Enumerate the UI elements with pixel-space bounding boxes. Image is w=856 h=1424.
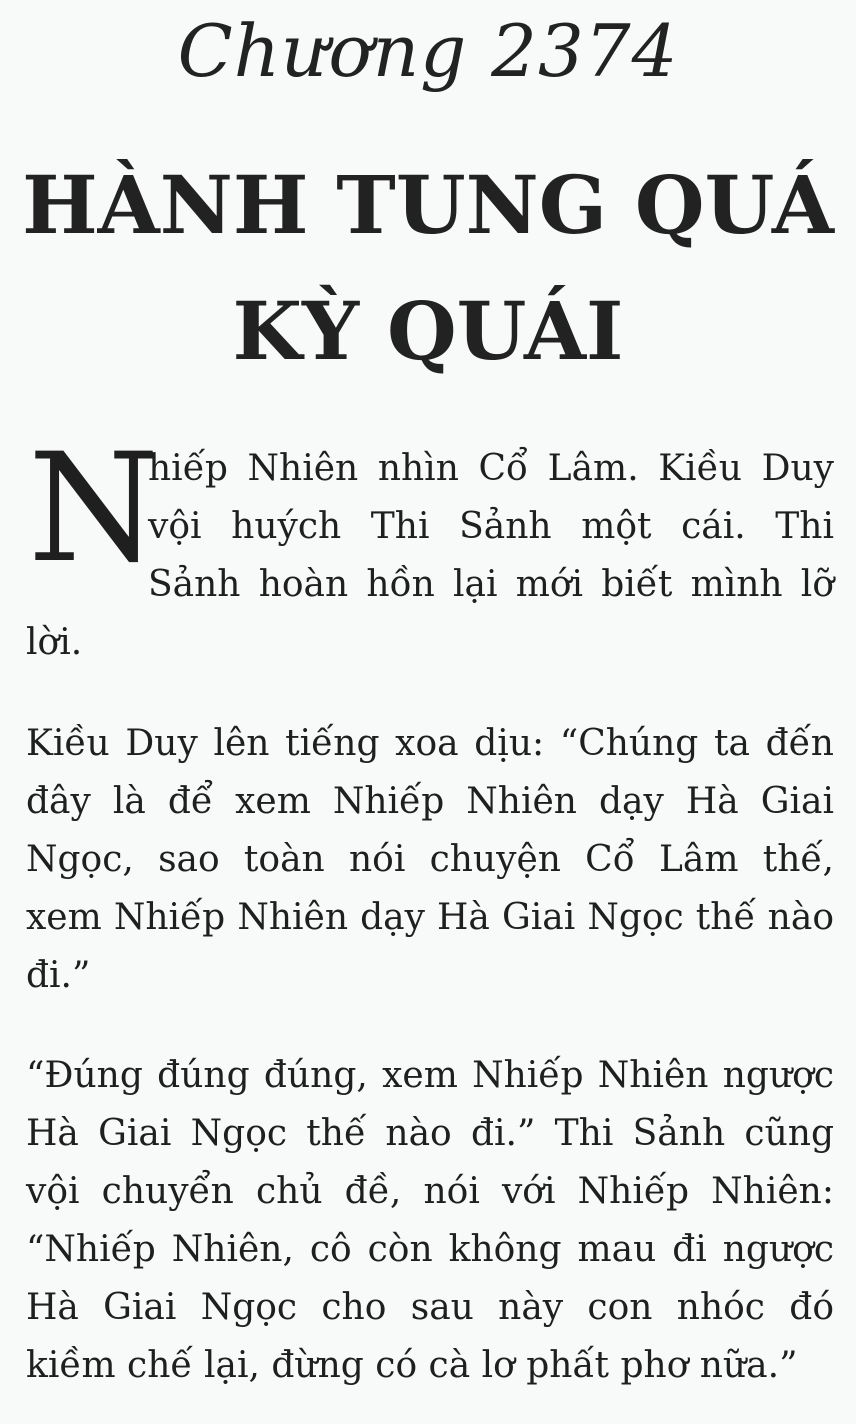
paragraph-line: vội huých Thi Sảnh một cái. Thi	[148, 506, 834, 547]
paragraph-line: Sảnh hoàn hồn lại mới biết mình lỡ	[148, 564, 834, 605]
paragraph-line: vội chuyển chủ đề, nói với Nhiếp Nhiên:	[26, 1171, 834, 1212]
paragraph-line: hiếp Nhiên nhìn Cổ Lâm. Kiều Duy	[148, 448, 834, 489]
paragraph	[26, 715, 834, 1005]
paragraph-line: “Đúng đúng đúng, xem Nhiếp Nhiên ngược	[26, 1055, 834, 1096]
paragraph-line: đây là để xem Nhiếp Nhiên dạy Hà Giai	[26, 781, 834, 822]
paragraph	[26, 1047, 834, 1395]
paragraph-line: Ngọc, sao toàn nói chuyện Cổ Lâm thế,	[26, 839, 834, 880]
paragraph-line: Kiều Duy lên tiếng xoa dịu: “Chúng ta đến	[26, 723, 834, 764]
paragraph-line: xem Nhiếp Nhiên dạy Hà Giai Ngọc thế nào	[26, 897, 834, 938]
chapter-title-line: KỲ QUÁI	[232, 284, 624, 378]
chapter-title	[20, 142, 836, 394]
paragraph-line: kiềm chế lại, đừng có cà lơ phất phơ nữa.”	[26, 1345, 798, 1386]
chapter-number: Chương 2374	[177, 9, 679, 93]
paragraph-line: Hà Giai Ngọc cho sau này con nhóc đó	[26, 1287, 834, 1328]
chapter-title-line: HÀNH TUNG QUÁ	[22, 158, 834, 252]
paragraph-line: lời.	[26, 622, 83, 663]
paragraph-line: “Nhiếp Nhiên, cô còn không mau đi ngược	[26, 1229, 834, 1270]
paragraph	[26, 422, 834, 672]
drop-cap-letter: N	[28, 422, 160, 596]
paragraph-line: Hà Giai Ngọc thế nào đi.” Thi Sảnh cũng	[26, 1113, 834, 1154]
paragraph-line: đi.”	[26, 955, 91, 996]
